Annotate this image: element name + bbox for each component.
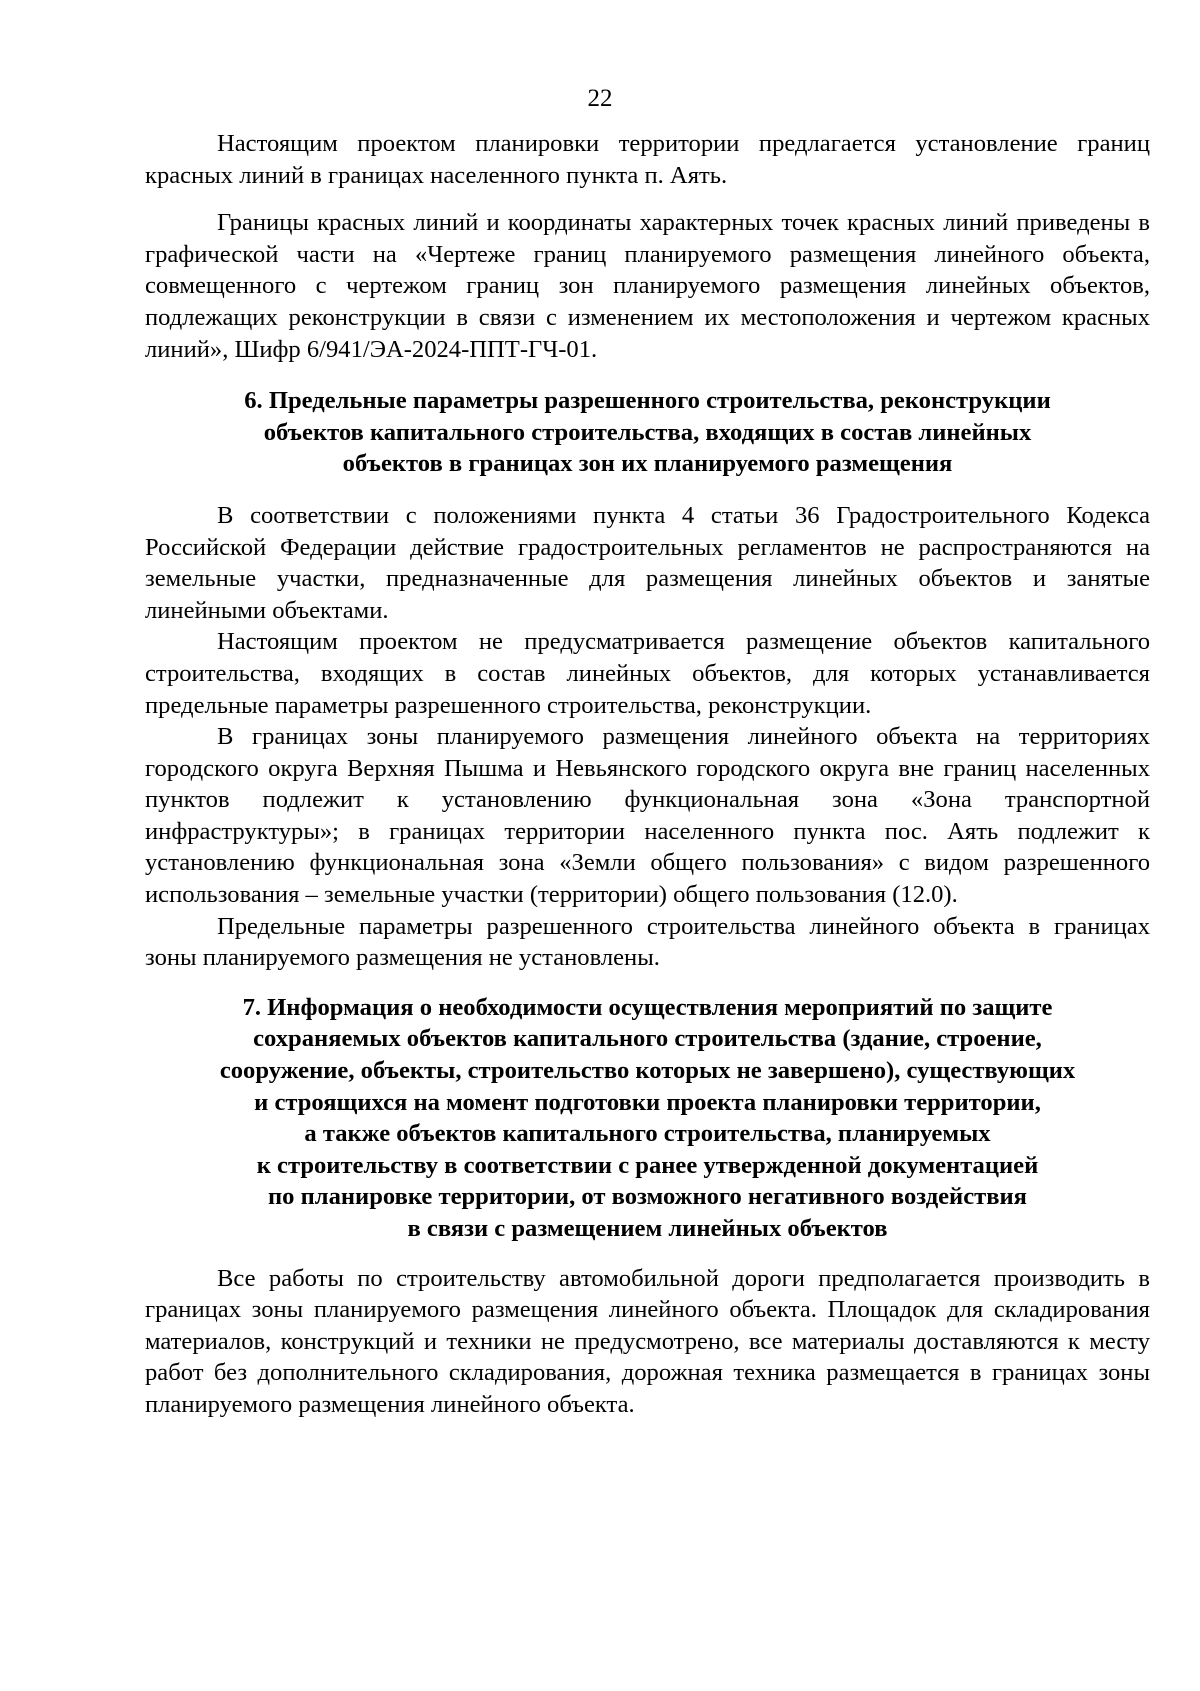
section-6-paragraph: В соответствии с положениями пункта 4 статьи 36 Градостроительного Кодекса Российской Федерации действие градостроительных регламентов не распространяются на земельные участки, предназначенные для размещения линейных объектов и занятые линейными объектами.	[145, 501, 1150, 624]
intro-paragraph-1: Настоящим проектом планировки территории предлагается установление границ красных линий в границах населенного пункта п. Аять.	[145, 130, 1150, 189]
page-number: 22	[587, 85, 613, 112]
section-6-paragraph: Настоящим проектом не предусматривается размещение объектов капитального строительства, входящих в состав линейных объектов, для которых устанавливается предельные параметры разрешенного строительства, реконструкции.	[145, 628, 1150, 719]
section-6-heading-line: объектов капитального строительства, входящих в состав линейных	[263, 418, 1032, 446]
section-7-heading	[145, 992, 1150, 1245]
section-6-paragraph: Предельные параметры разрешенного строительства линейного объекта в границах зоны планируемого размещения не установлены.	[145, 912, 1150, 972]
section-6-heading-line: 6. Предельные параметры разрешенного строительства, реконструкции	[244, 387, 1051, 415]
section-7-heading-line: а также объектов капитального строительства, планируемых	[304, 1120, 991, 1148]
section-7-heading-line: к строительству в соответствии с ранее утвержденной документацией	[256, 1151, 1039, 1179]
intro-paragraph-2: Границы красных линий и координаты характерных точек красных линий приведены в графической части на «Чертеже границ планируемого размещения линейного объекта, совмещенного с чертежом границ зон планируемого размещения линейных объектов, подлежащих реконструкции в связи с изменением их местоположения и чертежом красных линий», Шифр 6/941/ЭА-2024-ППТ-ГЧ-01.	[145, 209, 1150, 363]
section-7-heading-line: и строящихся на момент подготовки проекта планировки территории,	[254, 1088, 1041, 1116]
section-7-heading-line: сохраняемых объектов капитального строительства (здание, строение,	[253, 1025, 1042, 1053]
page-content	[145, 128, 1150, 1421]
section-6-heading-line: объектов в границах зон их планируемого размещения	[342, 450, 953, 478]
section-7-heading-line: сооружение, объекты, строительство которых не завершено), существующих	[219, 1057, 1076, 1085]
section-6-paragraph: В границах зоны планируемого размещения линейного объекта на территориях городского округа Верхняя Пышма и Невьянского городского округа вне границ населенных пунктов подлежит к установлению функциональная зона «Зона транспортной инфраструктуры»; в границах территории населенного пункта пос. Аять подлежит к установлению функциональная зона «Земли общего пользования» с видом разрешенного использования – земельные участки (территории) общего пользования (12.0).	[145, 723, 1150, 909]
section-7-heading-line: по планировке территории, от возможного негативного воздействия	[268, 1183, 1027, 1211]
section-7-paragraph: Все работы по строительству автомобильной дороги предполагается производить в границах зоны планируемого размещения линейного объекта. Площадок для складирования материалов, конструкций и техники не предусмотрено, все материалы доставляются к месту работ без дополнительного складирования, дорожная техника размещается в границах зоны планируемого размещения линейного объекта.	[145, 1264, 1150, 1418]
section-6-heading	[145, 385, 1150, 480]
section-7-heading-line: в связи с размещением линейных объектов	[407, 1215, 888, 1242]
section-7-heading-line: 7. Информация о необходимости осуществления мероприятий по защите	[242, 993, 1053, 1021]
